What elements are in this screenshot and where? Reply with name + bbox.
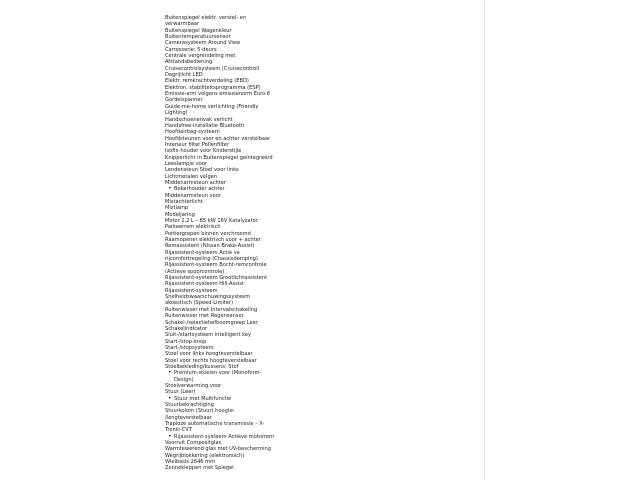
option-list-item: Buitenspiegel Wagenkleur	[165, 27, 232, 34]
option-list-item: Remassistent (Nissan Brake-Assist)	[165, 243, 255, 250]
bullet-list-item: • Bekerhouder achter	[165, 186, 277, 192]
option-list-item: Hoofdairbag-systeem	[165, 129, 220, 136]
option-list-item: Schakel-/selectiehefboomgreep Leer	[165, 319, 258, 326]
option-list-item: Buitenspiegel elektr. verstel- en verwarmbaar	[165, 15, 247, 28]
option-list-item: Rijassistent-systeem Grootlichtassistent	[165, 275, 268, 282]
option-list-item: Warmtewerend glas met UV-bescherming	[165, 446, 271, 453]
option-list-item: Stuur (Leer)	[165, 389, 196, 396]
option-list-item: Handschoenenvak verlicht	[165, 116, 233, 123]
option-list-item: Start-/stopsysteem	[165, 344, 214, 351]
option-list-item: Buitentemperatuursensor	[165, 34, 231, 41]
option-list-item: Middenarmsteun voor	[165, 192, 221, 199]
option-list-item: Handsfree-installatie Bluetooth	[165, 122, 245, 129]
option-list-item: Voorruit Compositglas	[165, 440, 222, 447]
option-list-item: Lendensteun Stoel voor links	[165, 167, 239, 174]
option-list-item: Elektr. remkrachtverdeling (EBD)	[165, 78, 249, 85]
option-list-item: Stoel voor rechts hoogteverstelbaar	[165, 357, 257, 364]
right-blank-area	[485, 0, 640, 480]
option-list-item: Isofix-houder voor Kinderstijle	[165, 148, 242, 155]
option-list-item: Carrosserie: 5-deurs	[165, 46, 217, 53]
option-list-item: Rijassistent-systeem	[165, 287, 218, 294]
option-list-item: Mistlamp	[165, 205, 189, 212]
option-list-item: Stoelverwarming voor	[165, 382, 222, 389]
option-list-item: Schakelindicator	[165, 325, 208, 332]
option-list-item: Hoofdsteunen voor en achter verstelbaar	[165, 135, 271, 142]
option-list-item: Stuurbekrachtiging	[165, 401, 214, 408]
option-list-item: Modeljaring	[165, 211, 195, 218]
option-list-item: Stuurkolom (Stuur) hoogte- /lengteverstelbaar	[165, 408, 235, 421]
bullet-list-item: • Rijassistent-systeem Actieve motorrem	[165, 434, 277, 440]
option-list-item: Knipperlicht in Buitenspiegel geïntegreerd	[165, 154, 273, 161]
option-list-item: Camerasysteem Around View	[165, 40, 241, 47]
option-list-item: Wielbasis 2646 mm	[165, 459, 216, 466]
option-list-item: Rijassistent-systeem Actie ve rijcomfortregeling (Chassisdemping)	[165, 249, 258, 263]
option-list-item: Mistachterlicht	[165, 198, 203, 205]
option-list-item: Rijassistent-systeem Hill-Assist	[165, 281, 244, 288]
option-list-item: Stoel voor links hoogteverstelbaar	[165, 351, 253, 358]
option-list-item: Ruitenwisser met Regensensor	[165, 313, 244, 320]
option-list-item: Stoelbekleding/kussens: Stof	[165, 363, 239, 370]
option-list-item: Motor 1,2 L – 85 kW 16V Katalysator	[165, 218, 258, 224]
option-list-item: Zonnekleppen met Spiegel	[165, 465, 234, 472]
option-list-item: Lichtmetalen velgen	[165, 173, 218, 180]
option-list-item: Gordelspanner	[165, 97, 203, 104]
option-list-item: Traploze automatische transmissie – X-Tronic-CVT	[165, 421, 265, 434]
bullet-list-item: • Stuur met Multifunctie	[165, 396, 277, 402]
option-list-item: Raamopener elektrisch voor + achter	[165, 237, 261, 244]
option-list-item: Centrale vergrendeling met Afstandsbediening	[165, 53, 236, 66]
option-list-item: Snelheidswaarschuwingssysteem akoestisch (Speed-Limiter)	[165, 294, 251, 307]
option-list-item: Cruisecontrolsysteem (Cruisecontrol)	[165, 65, 260, 72]
option-list-item: Dagrijlicht LED	[165, 72, 203, 79]
option-list-item: Portiergrepen binnen verchroomd	[165, 230, 251, 237]
option-list-item: Start-/stop-knop	[165, 338, 207, 345]
option-list-item: Wegrijblokkering (elektronisch)	[165, 452, 245, 459]
option-list-item: Elektron. stabiliteitsprogramma (ESP)	[165, 84, 261, 91]
option-list-item: Ruitenwisser met Intervalschakeling	[165, 306, 258, 313]
option-list-item: Leeslampje voor	[165, 160, 207, 167]
option-list-item: Guide-me-home verlichting (Friendly Lighting)	[165, 103, 259, 117]
option-list-item: Sluit-/startsysteem intelligent key	[165, 332, 252, 339]
vehicle-options-list	[165, 15, 277, 472]
option-list-item: Emissie-arm volgens emissienorm Euro 6	[165, 91, 271, 98]
option-list-item: Middenarmsteun achter	[165, 179, 226, 186]
option-list-item: Interieur filter Pollenfilter	[165, 141, 229, 148]
option-list-item: Rijassistent-systeem Bocht-remcontrole (Actieve spoorcontrole)	[165, 262, 267, 275]
option-list-item: Parkeerrem elektrisch	[165, 224, 221, 231]
bullet-list-item: • Premium-stoelen voor (Monoform-Design)	[165, 370, 277, 383]
